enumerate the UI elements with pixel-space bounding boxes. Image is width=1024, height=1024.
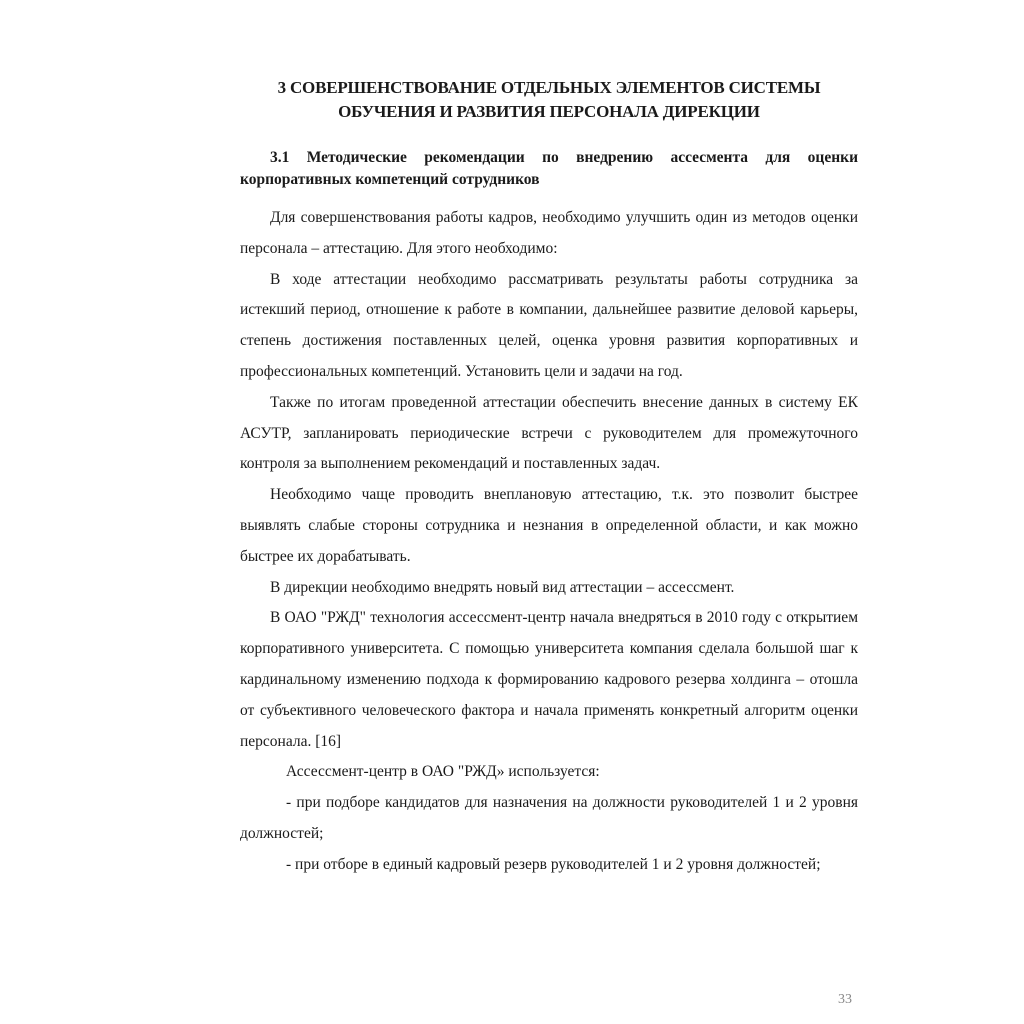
list-item: - при подборе кандидатов для назначения на должности руководителей 1 и 2 уровня должностей;: [240, 794, 858, 842]
paragraph: Ассессмент-центр в ОАО "РЖД» используется:: [286, 763, 600, 781]
paragraph: Для совершенствования работы кадров, необходимо улучшить один из методов оценки персонала – аттестацию. Для этого необходимо:: [240, 209, 858, 257]
section-title: 3.1 Методические рекомендации по внедрению ассесмента для оценки корпоративных компетенций сотрудников: [240, 149, 858, 188]
page-number: 33: [838, 992, 852, 1007]
body-text: [240, 203, 858, 881]
paragraph: Необходимо чаще проводить внеплановую аттестацию, т.к. это позволит быстрее выявлять слабые стороны сотрудника и незнания в определенной области, и как можно быстрее их дорабатывать.: [240, 486, 858, 565]
paragraph: В ходе аттестации необходимо рассматривать результаты работы сотрудника за истекший период, отношение к работе в компании, дальнейшее развитие деловой карьеры, степень достижения поставленных целей, оценка уровня развития корпоративных и профессиональных компетенций. Установить цели и задачи на год.: [240, 270, 858, 380]
list-item: - при отборе в единый кадровый резерв руководителей 1 и 2 уровня должностей;: [286, 855, 821, 873]
chapter-title: 3 СОВЕРШЕНСТВОВАНИЕ ОТДЕЛЬНЫХ ЭЛЕМЕНТОВ СИСТЕМЫ ОБУЧЕНИЯ И РАЗВИТИЯ ПЕРСОНАЛА ДИРЕКЦИИ: [277, 78, 821, 121]
paragraph: Также по итогам проведенной аттестации обеспечить внесение данных в систему ЕК АСУТР, запланировать периодические встречи с руководителем для промежуточного контроля за выполнением рекомендаций и поставленных задач.: [240, 393, 858, 473]
paragraph: В ОАО "РЖД" технология ассессмент-центр начала внедряться в 2010 году с открытием корпоративного университета. С помощью университета компания сделала большой шаг к кардинальному изменению подхода к формированию кадрового резерва холдинга – отошла от субъективного человеческого фактора и начала применять конкретный алгоритм оценки персонала. [16]: [240, 609, 858, 750]
paragraph: В дирекции необходимо внедрять новый вид аттестации – ассессмент.: [270, 578, 735, 596]
